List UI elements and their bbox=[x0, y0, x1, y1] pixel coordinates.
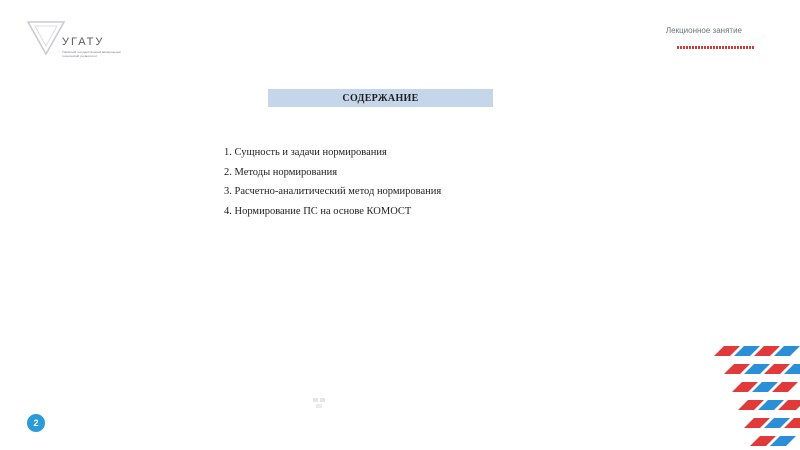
logo-emblem-icon bbox=[26, 18, 66, 58]
stripes-row-3 bbox=[732, 382, 798, 392]
toc-item: 1. Сущность и задачи нормирования bbox=[224, 147, 387, 158]
section-title-bar bbox=[268, 89, 493, 107]
decorative-stripes bbox=[700, 340, 800, 450]
stripes-row-4 bbox=[738, 400, 800, 410]
page-number-badge bbox=[27, 414, 45, 432]
toc-item: 2. Методы нормирования bbox=[224, 166, 338, 178]
logo-title: УГАТУ bbox=[62, 36, 105, 48]
toc-item: 3. Расчетно-аналитический метод нормирования bbox=[224, 186, 442, 197]
header-ribbon bbox=[677, 46, 755, 49]
toc-item: 4. Нормирование ПС на основе КОМОСТ bbox=[224, 205, 412, 217]
stripes-row-1 bbox=[714, 346, 800, 356]
lecture-label: Лекционное занятие bbox=[665, 26, 742, 35]
university-logo bbox=[26, 18, 136, 64]
watermark-icon bbox=[312, 397, 326, 409]
stripes-row-5 bbox=[744, 418, 800, 428]
stripes-row-2 bbox=[724, 364, 800, 374]
table-of-contents bbox=[224, 143, 441, 221]
stripes-row-6 bbox=[750, 436, 796, 446]
page-number: 2 bbox=[33, 418, 39, 428]
logo-subtitle: Уфимский государственный авиационный технический университет bbox=[62, 50, 121, 58]
section-title: СОДЕРЖАНИЕ bbox=[342, 92, 419, 104]
